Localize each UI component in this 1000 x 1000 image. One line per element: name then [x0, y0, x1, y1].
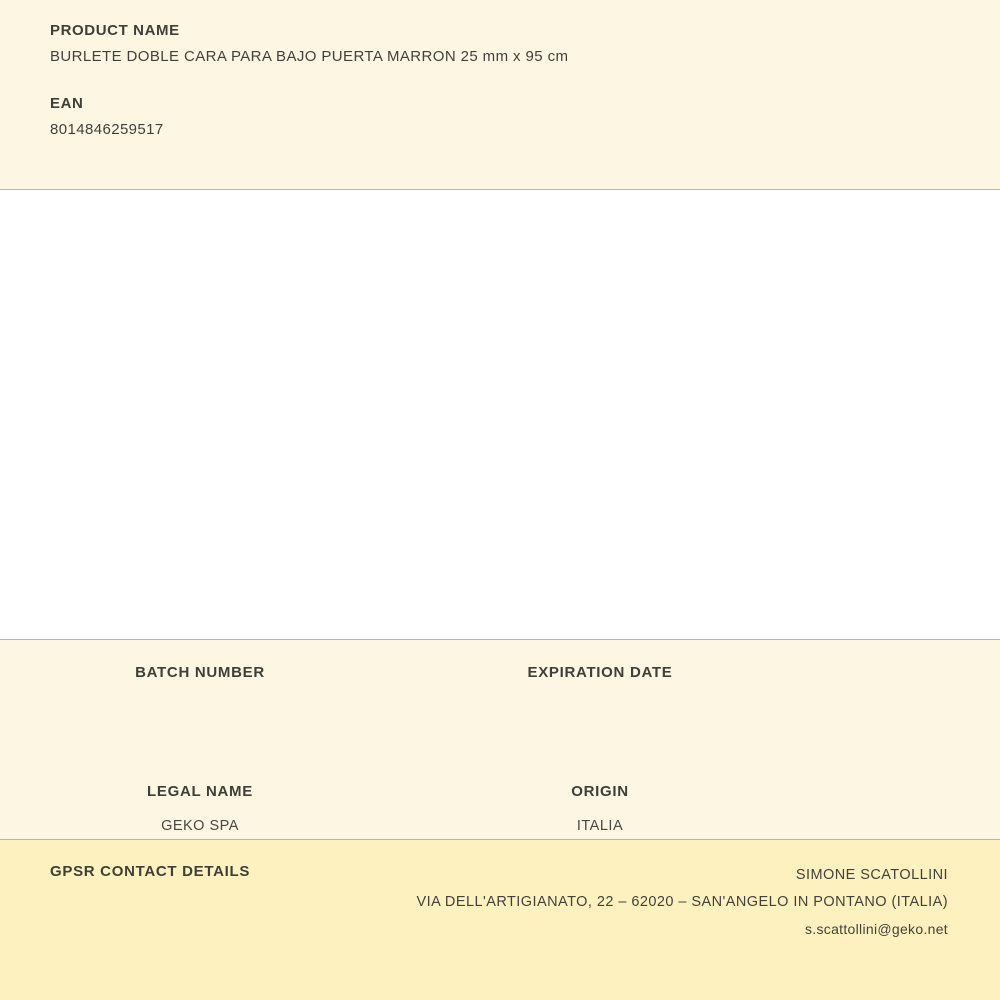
origin-label: ORIGIN [571, 783, 629, 800]
row-spacer [800, 783, 1000, 834]
expiration-date-label: EXPIRATION DATE [527, 664, 673, 681]
row-spacer [800, 664, 1000, 715]
expiration-date-value [400, 699, 800, 715]
product-image-area [0, 190, 1000, 640]
product-name-label: PRODUCT NAME [50, 22, 180, 39]
ean-value: 8014846259517 [50, 121, 164, 138]
origin-value: ITALIA [576, 818, 624, 834]
legal-origin-row [0, 783, 1000, 834]
gpsr-contact-address: VIA DELL'ARTIGIANATO, 22 – 62020 – SAN'ANGELO IN PONTANO (ITALIA) [416, 894, 948, 910]
ean-block [50, 95, 950, 138]
legal-name-label: LEGAL NAME [147, 783, 253, 800]
gpsr-contact-details [417, 862, 948, 943]
origin-cell [400, 783, 800, 834]
gpsr-contact-footer [0, 840, 1000, 1000]
batch-expiration-row [0, 664, 1000, 715]
expiration-date-cell [400, 664, 800, 715]
legal-name-cell [0, 783, 400, 834]
product-name-value: BURLETE DOBLE CARA PARA BAJO PUERTA MARRON 25 mm x 95 cm [50, 48, 569, 65]
ean-label: EAN [50, 95, 84, 112]
batch-number-label: BATCH NUMBER [135, 664, 265, 681]
product-name-block [50, 22, 950, 65]
product-details-section [0, 640, 1000, 840]
gpsr-contact-label: GPSR CONTACT DETAILS [50, 863, 251, 880]
batch-number-cell [0, 664, 400, 715]
batch-number-value [0, 699, 400, 715]
gpsr-contact-name: SIMONE SCATOLLINI [795, 867, 948, 883]
product-header-section [0, 0, 1000, 190]
legal-name-value: GEKO SPA [161, 818, 239, 834]
gpsr-contact-email[interactable]: s.scattollini@geko.net [805, 921, 948, 937]
